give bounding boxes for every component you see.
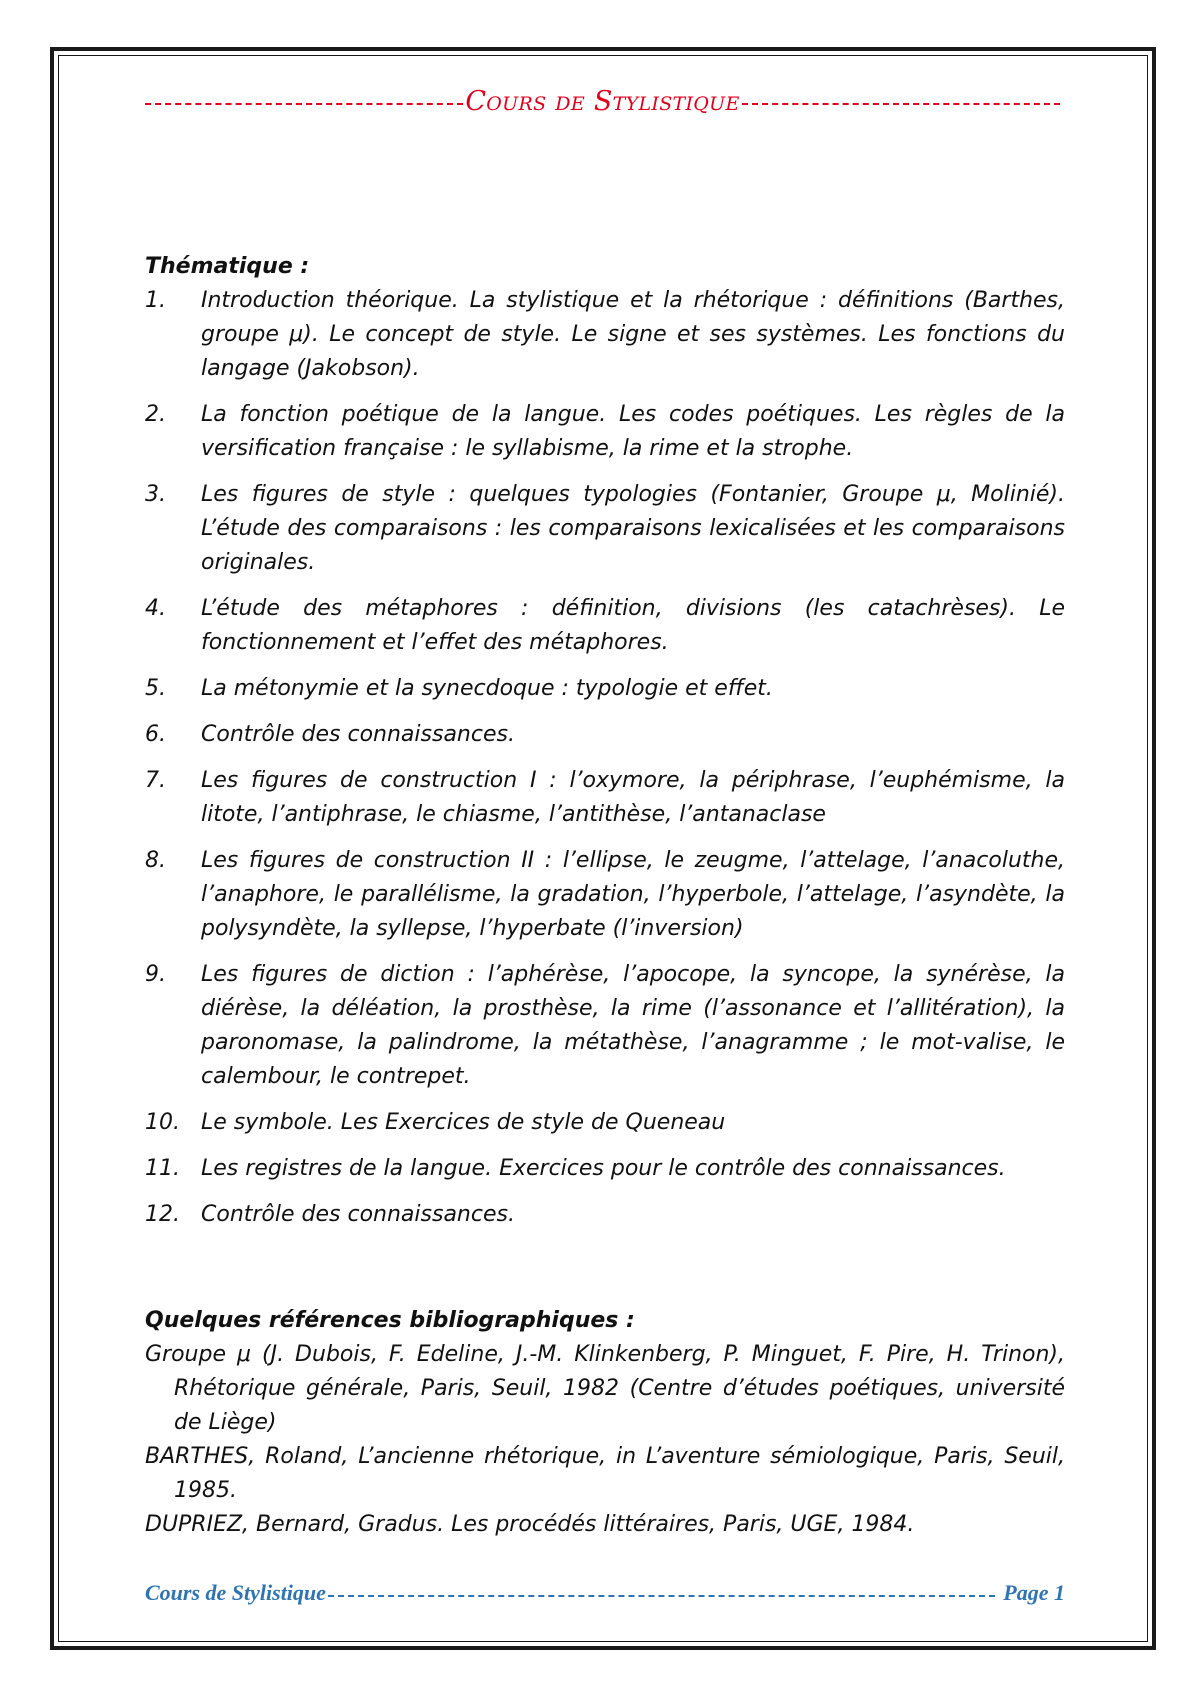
list-item [145, 718, 1065, 752]
list-item [145, 958, 1065, 1094]
page-header [145, 84, 1060, 118]
list-item-text: Les figures de construction I : l’oxymore, la périphrase, l’euphémisme, la litote, l’antiphrase, le chiasme, l’antithèse, l’antanaclase [201, 768, 1065, 827]
list-item-number: 5. [145, 676, 166, 701]
list-item-number: 3. [145, 482, 166, 507]
list-item [145, 592, 1065, 660]
list-item-number: 10. [145, 1110, 180, 1135]
list-item-text: Les figures de construction II : l’ellipse, le zeugme, l’attelage, l’anacoluthe, l’anaphore, le parallélisme, la gradation, l’hyperbole, l’attelage, l’asyndète, la polysyndète, la syllepse, l’hyperbate (l’inversion) [201, 848, 1065, 941]
document-body [145, 250, 1065, 1542]
bibliography-heading: Quelques références bibliographiques : [145, 1308, 635, 1333]
list-item-number: 4. [145, 596, 166, 621]
header-title: Cours de Stylistique [465, 85, 740, 117]
list-item-number: 8. [145, 848, 166, 873]
list-item [145, 398, 1065, 466]
list-item-text: Les figures de diction : l’aphérèse, l’apocope, la syncope, la synérèse, la diérèse, la déléation, la prosthèse, la rime (l’assonance et l’allitération), la paronomase, la palindrome, la métathèse, l’anagramme ; le mot-valise, le calembour, le contrepet. [201, 962, 1065, 1089]
list-item [145, 844, 1065, 946]
list-item-text: La fonction poétique de la langue. Les codes poétiques. Les règles de la versification française : le syllabisme, la rime et la strophe. [201, 402, 1065, 461]
list-item-text: Contrôle des connaissances. [201, 1202, 515, 1227]
list-item-text: Le symbole. Les Exercices de style de Queneau [201, 1110, 726, 1135]
list-item-number: 12. [145, 1202, 180, 1227]
list-item-number: 6. [145, 722, 166, 747]
list-item-text: Introduction théorique. La stylistique et la rhétorique : définitions (Barthes, groupe μ). Le concept de style. Le signe et ses systèmes. Les fonctions du langage (Jakobson). [201, 288, 1065, 381]
header-dashes-left [145, 103, 463, 105]
themes-heading: Thématique : [145, 254, 310, 279]
list-item [145, 1106, 1065, 1140]
themes-list [145, 284, 1065, 1232]
bibliography-entry: BARTHES, Roland, L’ancienne rhétorique, in L’aventure sémiologique, Paris, Seuil, 1985. [145, 1444, 1065, 1503]
list-item [145, 764, 1065, 832]
list-item [145, 672, 1065, 706]
list-item-number: 9. [145, 962, 166, 987]
list-item-text: L’étude des métaphores : définition, divisions (les catachrèses). Le fonctionnement et l’effet des métaphores. [201, 596, 1065, 655]
list-item [145, 1198, 1065, 1232]
page-number: Page 1 [1003, 1580, 1065, 1605]
list-item-number: 1. [145, 288, 166, 313]
page-footer [145, 1578, 1065, 1608]
list-item-number: 11. [145, 1156, 180, 1181]
list-item-text: La métonymie et la synecdoque : typologie et effet. [201, 676, 773, 701]
bibliography-entry: Groupe μ (J. Dubois, F. Edeline, J.-M. Klinkenberg, P. Minguet, F. Pire, H. Trinon), Rhétorique générale, Paris, Seuil, 1982 (Centre d’études poétiques, université de Liège) [145, 1342, 1065, 1435]
bibliography-entry: DUPRIEZ, Bernard, Gradus. Les procédés littéraires, Paris, UGE, 1984. [145, 1512, 915, 1537]
bibliography-section [145, 1304, 1065, 1542]
list-item [145, 1152, 1065, 1186]
list-item [145, 284, 1065, 386]
list-item-number: 2. [145, 402, 166, 427]
list-item-number: 7. [145, 768, 166, 793]
list-item [145, 478, 1065, 580]
list-item-text: Contrôle des connaissances. [201, 722, 515, 747]
footer-dashes [328, 1595, 995, 1597]
list-item-text: Les registres de la langue. Exercices pour le contrôle des connaissances. [201, 1156, 1006, 1181]
header-dashes-right [742, 103, 1060, 105]
footer-course-title: Cours de Stylistique [145, 1580, 326, 1605]
list-item-text: Les figures de style : quelques typologies (Fontanier, Groupe μ, Molinié). L’étude des comparaisons : les comparaisons lexicalisées et les comparaisons originales. [201, 482, 1065, 575]
